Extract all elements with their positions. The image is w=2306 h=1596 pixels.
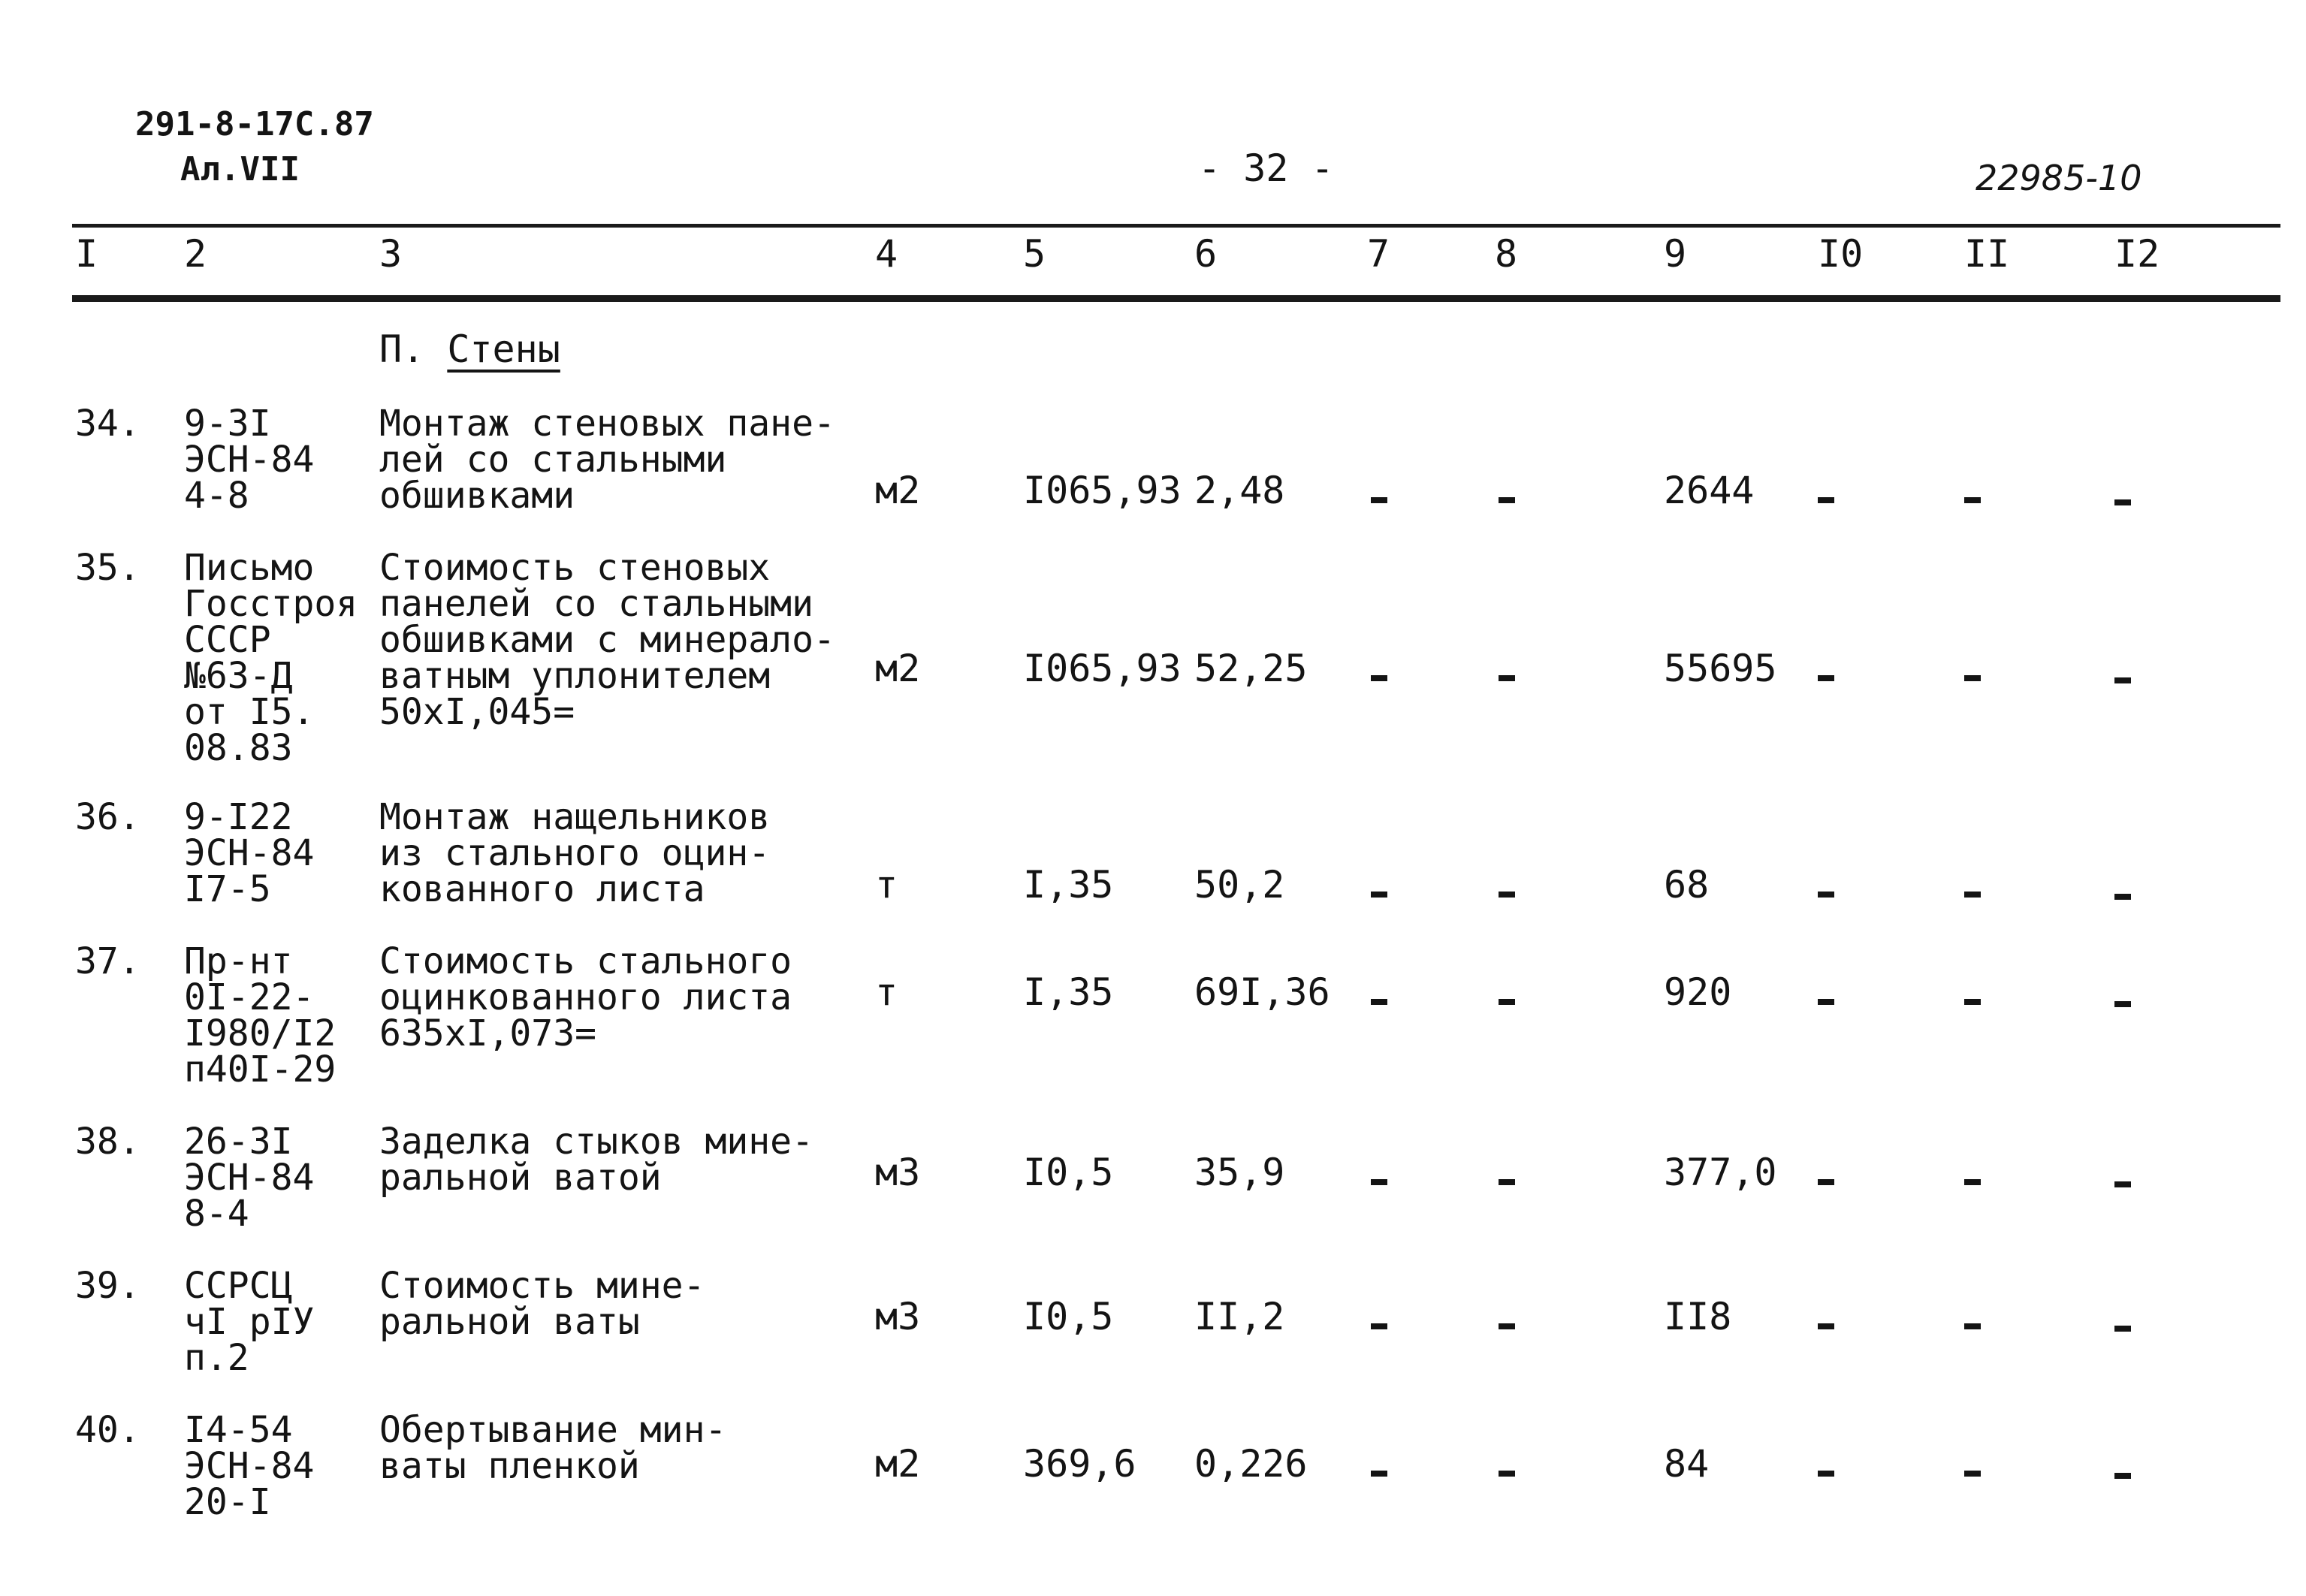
row-number: 36. bbox=[75, 796, 140, 838]
col-number-9: 9 bbox=[1664, 232, 1687, 276]
col7-empty-dash bbox=[1371, 497, 1387, 503]
col-number-2: 2 bbox=[184, 232, 207, 276]
col8-empty-dash bbox=[1499, 1179, 1515, 1185]
unit: т bbox=[875, 970, 898, 1014]
quantity: I,35 bbox=[1023, 863, 1114, 907]
col-number-1: I bbox=[75, 232, 98, 276]
total-cost: 2644 bbox=[1664, 469, 1755, 512]
col8-empty-dash bbox=[1499, 497, 1515, 503]
document-code: 291-8-17С.87 bbox=[135, 105, 374, 143]
work-description: Монтаж стеновых пане- лей со стальными обшивками bbox=[379, 403, 835, 517]
norm-reference: ССРСЦ чI рIУ п.2 bbox=[184, 1265, 315, 1379]
header-bottom-rule bbox=[72, 295, 2280, 302]
work-description: Стоимость стального оцинкованного листа 635хI,073= bbox=[379, 940, 792, 1054]
unit-price: 0,226 bbox=[1194, 1442, 1308, 1486]
section-prefix: П. bbox=[379, 327, 425, 371]
unit-price: 69I,36 bbox=[1194, 970, 1330, 1014]
col11-empty-dash bbox=[1964, 999, 1981, 1005]
row-number: 40. bbox=[75, 1409, 140, 1451]
unit: м2 bbox=[875, 647, 921, 690]
col10-empty-dash bbox=[1818, 675, 1834, 681]
col11-empty-dash bbox=[1964, 497, 1981, 503]
row-number: 39. bbox=[75, 1265, 140, 1307]
col7-empty-dash bbox=[1371, 892, 1387, 898]
col10-empty-dash bbox=[1818, 999, 1834, 1005]
quantity: I,35 bbox=[1023, 970, 1114, 1014]
col-number-4: 4 bbox=[875, 232, 898, 276]
col10-empty-dash bbox=[1818, 497, 1834, 503]
col7-empty-dash bbox=[1371, 1323, 1387, 1329]
col7-empty-dash bbox=[1371, 675, 1387, 681]
col-number-6: 6 bbox=[1194, 232, 1218, 276]
col-number-8: 8 bbox=[1495, 232, 1518, 276]
col8-empty-dash bbox=[1499, 1471, 1515, 1477]
work-description: Монтаж нащельников из стального оцин- кованного листа bbox=[379, 796, 771, 910]
col10-empty-dash bbox=[1818, 1323, 1834, 1329]
work-description: Стоимость стеновых панелей со стальными обшивками с минерало- ватным уплонителем 50хI,045= bbox=[379, 547, 835, 733]
col10-empty-dash bbox=[1818, 892, 1834, 898]
col11-empty-dash bbox=[1964, 1323, 1981, 1329]
norm-reference: I4-54 ЭСН-84 20-I bbox=[184, 1409, 315, 1523]
unit-price: 52,25 bbox=[1194, 647, 1308, 690]
col-number-7: 7 bbox=[1367, 232, 1390, 276]
col12-empty-dash bbox=[2114, 894, 2131, 900]
quantity: I0,5 bbox=[1023, 1151, 1114, 1194]
col8-empty-dash bbox=[1499, 675, 1515, 681]
col7-empty-dash bbox=[1371, 1179, 1387, 1185]
total-cost: 55695 bbox=[1664, 647, 1777, 690]
col12-empty-dash bbox=[2114, 1326, 2131, 1332]
total-cost: 920 bbox=[1664, 970, 1732, 1014]
col11-empty-dash bbox=[1964, 675, 1981, 681]
col12-empty-dash bbox=[2114, 499, 2131, 505]
section-title bbox=[379, 327, 560, 371]
unit: м2 bbox=[875, 1442, 921, 1486]
page-number: - 32 - bbox=[1198, 146, 1334, 190]
work-description: Заделка стыков мине- ральной ватой bbox=[379, 1121, 813, 1199]
norm-reference: Пр-нт 0I-22- I980/I2 п40I-29 bbox=[184, 940, 337, 1091]
work-description: Стоимость мине- ральной ваты bbox=[379, 1265, 705, 1343]
row-number: 35. bbox=[75, 547, 140, 589]
quantity: I065,93 bbox=[1023, 469, 1182, 512]
quantity: I0,5 bbox=[1023, 1295, 1114, 1338]
col11-empty-dash bbox=[1964, 1471, 1981, 1477]
col11-empty-dash bbox=[1964, 1179, 1981, 1185]
col7-empty-dash bbox=[1371, 1471, 1387, 1477]
col12-empty-dash bbox=[2114, 1473, 2131, 1479]
quantity: I065,93 bbox=[1023, 647, 1182, 690]
unit-price: 50,2 bbox=[1194, 863, 1285, 907]
norm-reference: Письмо Госстроя СССР №63-Д от I5. 08.83 bbox=[184, 547, 358, 769]
col7-empty-dash bbox=[1371, 999, 1387, 1005]
unit: м3 bbox=[875, 1151, 921, 1194]
total-cost: II8 bbox=[1664, 1295, 1732, 1338]
total-cost: 84 bbox=[1664, 1442, 1710, 1486]
col12-empty-dash bbox=[2114, 1181, 2131, 1187]
total-cost: 68 bbox=[1664, 863, 1710, 907]
col10-empty-dash bbox=[1818, 1471, 1834, 1477]
quantity: 369,6 bbox=[1023, 1442, 1136, 1486]
col-number-10: I0 bbox=[1818, 232, 1864, 276]
col-number-12: I2 bbox=[2114, 232, 2160, 276]
unit-price: 35,9 bbox=[1194, 1151, 1285, 1194]
col8-empty-dash bbox=[1499, 999, 1515, 1005]
row-number: 37. bbox=[75, 940, 140, 982]
norm-reference: 9-I22 ЭСН-84 I7-5 bbox=[184, 796, 315, 910]
col-number-5: 5 bbox=[1023, 232, 1046, 276]
section-name: Стены bbox=[447, 327, 560, 371]
inventory-number: 22985-10 bbox=[1975, 158, 2142, 198]
col10-empty-dash bbox=[1818, 1179, 1834, 1185]
total-cost: 377,0 bbox=[1664, 1151, 1777, 1194]
row-number: 34. bbox=[75, 403, 140, 445]
norm-reference: 9-3I ЭСН-84 4-8 bbox=[184, 403, 315, 517]
work-description: Обертывание мин- ваты пленкой bbox=[379, 1409, 727, 1487]
col-number-11: II bbox=[1964, 232, 2010, 276]
col8-empty-dash bbox=[1499, 1323, 1515, 1329]
unit: т bbox=[875, 863, 898, 907]
col-number-3: 3 bbox=[379, 232, 403, 276]
col12-empty-dash bbox=[2114, 677, 2131, 683]
album-number: Ал.VII bbox=[180, 150, 300, 189]
col8-empty-dash bbox=[1499, 892, 1515, 898]
unit: м3 bbox=[875, 1295, 921, 1338]
unit-price: II,2 bbox=[1194, 1295, 1285, 1338]
col12-empty-dash bbox=[2114, 1001, 2131, 1007]
unit: м2 bbox=[875, 469, 921, 512]
top-rule bbox=[72, 224, 2280, 228]
norm-reference: 26-3I ЭСН-84 8-4 bbox=[184, 1121, 315, 1235]
row-number: 38. bbox=[75, 1121, 140, 1163]
unit-price: 2,48 bbox=[1194, 469, 1285, 512]
col11-empty-dash bbox=[1964, 892, 1981, 898]
